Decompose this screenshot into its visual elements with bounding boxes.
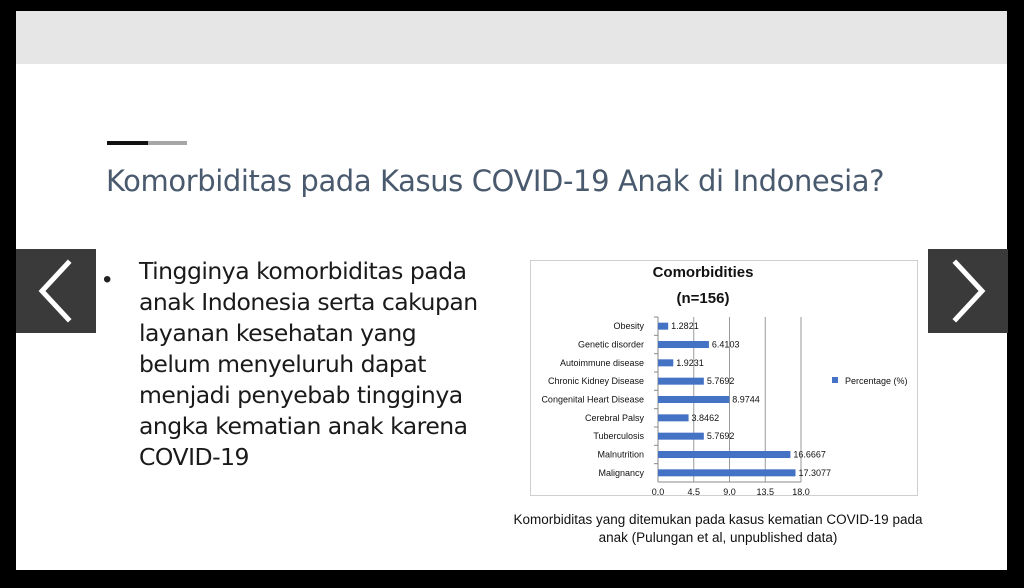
bar xyxy=(658,451,790,458)
bar xyxy=(658,396,729,403)
category-label: Genetic disorder xyxy=(577,339,644,350)
legend-swatch xyxy=(832,377,838,383)
x-tick-label: 13.5 xyxy=(756,487,775,497)
data-label: 5.7692 xyxy=(706,431,735,442)
chart-title-line: Comorbidities xyxy=(652,264,754,281)
chart-svg xyxy=(531,261,919,497)
data-label: 3.8462 xyxy=(691,412,720,423)
category-label: Chronic Kidney Disease xyxy=(547,376,644,387)
bar xyxy=(658,378,704,385)
bar xyxy=(658,359,673,366)
prev-slide-button[interactable] xyxy=(16,249,96,333)
chevron-right-icon xyxy=(946,259,990,323)
category-label: Malignancy xyxy=(598,467,644,478)
chart-title-line: (n=156) xyxy=(676,290,730,307)
x-tick-label: 9.0 xyxy=(723,487,736,497)
bar xyxy=(658,469,796,476)
x-tick-label: 18.0 xyxy=(792,487,810,497)
title-accent-dark xyxy=(107,141,148,145)
data-label: 1.2821 xyxy=(671,321,699,332)
data-label: 8.9744 xyxy=(732,394,760,405)
category-label: Congenital Heart Disease xyxy=(541,394,644,405)
category-label: Cerebral Palsy xyxy=(584,412,644,423)
chart-caption: Komorbiditas yang ditemukan pada kasus kematian COVID-19 pada anak (Pulungan et al, unpublished data) xyxy=(513,512,923,545)
next-slide-button[interactable] xyxy=(928,249,1008,333)
category-label: Obesity xyxy=(613,321,644,332)
data-label: 5.7692 xyxy=(706,376,735,387)
data-label: 6.4103 xyxy=(711,339,740,350)
slide-title: Komorbiditas pada Kasus COVID-19 Anak di Indonesia? xyxy=(106,164,885,198)
bar xyxy=(658,414,689,421)
category-label: Tuberculosis xyxy=(593,431,644,442)
legend-label: Percentage (%) xyxy=(845,376,908,386)
bar xyxy=(658,341,709,348)
comorbidities-chart xyxy=(530,260,918,496)
bullet-marker: • xyxy=(103,266,112,293)
slide-header-band xyxy=(16,11,1007,64)
bar xyxy=(658,323,668,330)
data-label: 16.6667 xyxy=(793,449,826,460)
x-tick-label: 0.0 xyxy=(651,487,665,497)
chevron-left-icon xyxy=(34,259,78,323)
data-label: 17.3077 xyxy=(798,467,832,478)
title-accent-light xyxy=(148,141,187,145)
category-label: Malnutrition xyxy=(597,449,644,460)
bullet-text: Tingginya komorbiditas pada anak Indonesia serta cakupan layanan kesehatan yang belum menyeluruh dapat menjadi penyebab tingginya angka kematian anak karena COVID-19 xyxy=(139,257,478,471)
category-label: Autoimmune disease xyxy=(559,357,644,368)
bar xyxy=(658,433,704,440)
x-tick-label: 4.5 xyxy=(687,487,701,497)
data-label: 1.9231 xyxy=(676,357,704,368)
